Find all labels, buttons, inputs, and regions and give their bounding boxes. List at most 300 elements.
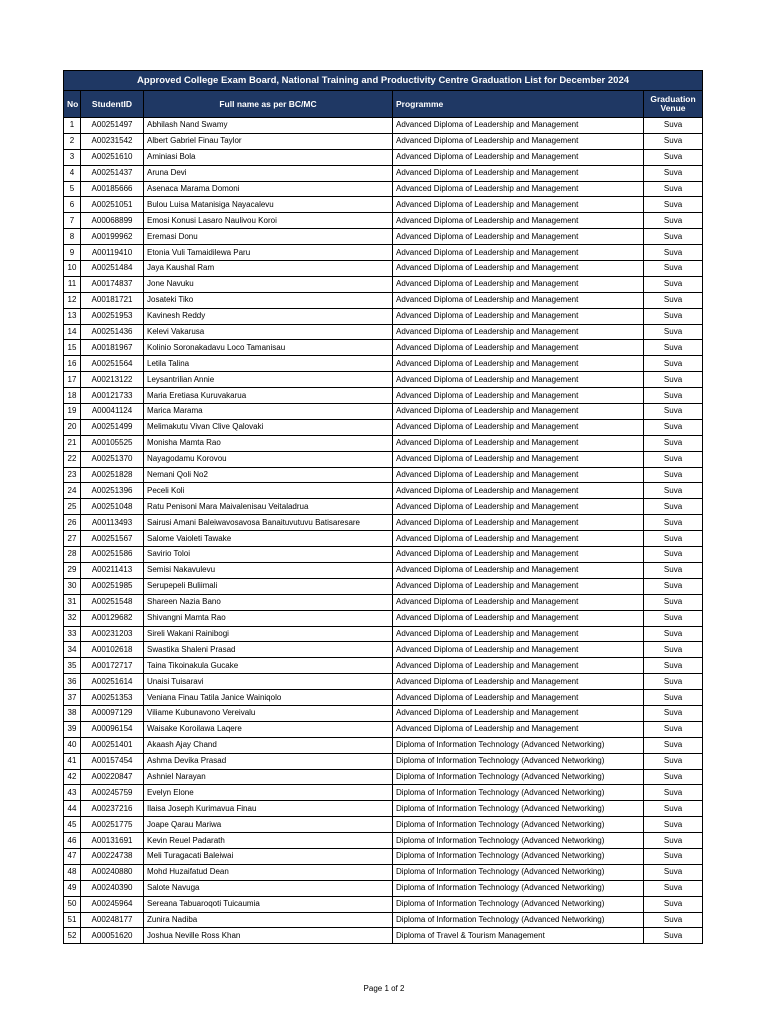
- student-name-cell: Viliame Kubunavono Vereivalu: [144, 705, 393, 721]
- row-number-cell: 5: [64, 181, 81, 197]
- row-number-cell: 42: [64, 769, 81, 785]
- student-name-cell: Zunira Nadiba: [144, 912, 393, 928]
- table-row: [64, 848, 703, 864]
- table-row: [64, 610, 703, 626]
- student-id-cell: A00251499: [81, 419, 144, 435]
- header-programme: Programme: [393, 91, 644, 118]
- row-number-cell: 20: [64, 419, 81, 435]
- graduation-venue-cell: Suva: [644, 531, 703, 547]
- student-id-cell: A00240880: [81, 864, 144, 880]
- row-number-cell: 4: [64, 165, 81, 181]
- student-name-cell: Salome Vaioleti Tawake: [144, 531, 393, 547]
- graduation-venue-cell: Suva: [644, 753, 703, 769]
- student-name-cell: Letila Talina: [144, 356, 393, 372]
- student-id-cell: A00237216: [81, 801, 144, 817]
- programme-cell: Advanced Diploma of Leadership and Management: [393, 499, 644, 515]
- student-id-cell: A00251051: [81, 197, 144, 213]
- graduation-venue-cell: Suva: [644, 340, 703, 356]
- graduation-venue-cell: Suva: [644, 594, 703, 610]
- table-row: [64, 562, 703, 578]
- programme-cell: Diploma of Information Technology (Advanced Networking): [393, 817, 644, 833]
- student-name-cell: Asenaca Marama Domoni: [144, 181, 393, 197]
- row-number-cell: 48: [64, 864, 81, 880]
- row-number-cell: 44: [64, 801, 81, 817]
- table-row: [64, 292, 703, 308]
- programme-cell: Advanced Diploma of Leadership and Management: [393, 690, 644, 706]
- student-name-cell: Taina Tikoinakula Gucake: [144, 658, 393, 674]
- student-name-cell: Sairusi Amani Baleiwavosavosa Banaituvutuvu Batisaresare: [144, 515, 393, 531]
- programme-cell: Diploma of Information Technology (Advanced Networking): [393, 737, 644, 753]
- graduation-venue-cell: Suva: [644, 864, 703, 880]
- student-name-cell: Ratu Penisoni Mara Maivalenisau Veitaladrua: [144, 499, 393, 515]
- graduation-venue-cell: Suva: [644, 928, 703, 944]
- graduation-venue-cell: Suva: [644, 578, 703, 594]
- student-name-cell: Swastika Shaleni Prasad: [144, 642, 393, 658]
- table-row: [64, 690, 703, 706]
- table-row: [64, 276, 703, 292]
- row-number-cell: 21: [64, 435, 81, 451]
- graduation-venue-cell: Suva: [644, 118, 703, 134]
- row-number-cell: 27: [64, 531, 81, 547]
- student-id-cell: A00181967: [81, 340, 144, 356]
- graduation-venue-cell: Suva: [644, 404, 703, 420]
- graduation-venue-cell: Suva: [644, 467, 703, 483]
- row-number-cell: 9: [64, 245, 81, 261]
- row-number-cell: 23: [64, 467, 81, 483]
- row-number-cell: 8: [64, 229, 81, 245]
- programme-cell: Advanced Diploma of Leadership and Management: [393, 467, 644, 483]
- table-title: Approved College Exam Board, National Training and Productivity Centre Graduation List for December 2024: [64, 71, 703, 91]
- student-id-cell: A00096154: [81, 721, 144, 737]
- student-id-cell: A00068899: [81, 213, 144, 229]
- table-row: [64, 213, 703, 229]
- student-id-cell: A00251548: [81, 594, 144, 610]
- programme-cell: Advanced Diploma of Leadership and Management: [393, 419, 644, 435]
- table-row: [64, 149, 703, 165]
- student-id-cell: A00251484: [81, 261, 144, 277]
- student-name-cell: Nemani Qoli No2: [144, 467, 393, 483]
- programme-cell: Diploma of Travel & Tourism Management: [393, 928, 644, 944]
- header-full-name: Full name as per BC/MC: [144, 91, 393, 118]
- student-name-cell: Maria Eretiasa Kuruvakarua: [144, 388, 393, 404]
- student-name-cell: Kavinesh Reddy: [144, 308, 393, 324]
- table-row: [64, 896, 703, 912]
- row-number-cell: 30: [64, 578, 81, 594]
- row-number-cell: 31: [64, 594, 81, 610]
- table-row: [64, 674, 703, 690]
- row-number-cell: 25: [64, 499, 81, 515]
- graduation-venue-cell: Suva: [644, 149, 703, 165]
- graduation-venue-cell: Suva: [644, 690, 703, 706]
- table-row: [64, 404, 703, 420]
- student-id-cell: A00129682: [81, 610, 144, 626]
- programme-cell: Advanced Diploma of Leadership and Management: [393, 658, 644, 674]
- programme-cell: Advanced Diploma of Leadership and Management: [393, 197, 644, 213]
- table-row: [64, 435, 703, 451]
- programme-cell: Advanced Diploma of Leadership and Management: [393, 245, 644, 261]
- student-id-cell: A00251985: [81, 578, 144, 594]
- programme-cell: Advanced Diploma of Leadership and Management: [393, 626, 644, 642]
- programme-cell: Diploma of Information Technology (Advanced Networking): [393, 912, 644, 928]
- programme-cell: Advanced Diploma of Leadership and Management: [393, 451, 644, 467]
- programme-cell: Advanced Diploma of Leadership and Management: [393, 578, 644, 594]
- row-number-cell: 29: [64, 562, 81, 578]
- row-number-cell: 46: [64, 833, 81, 849]
- student-id-cell: A00231542: [81, 133, 144, 149]
- graduation-venue-cell: Suva: [644, 372, 703, 388]
- graduation-list-sheet: [63, 70, 702, 944]
- programme-cell: Diploma of Information Technology (Advanced Networking): [393, 801, 644, 817]
- graduation-venue-cell: Suva: [644, 880, 703, 896]
- graduation-venue-cell: Suva: [644, 245, 703, 261]
- graduation-venue-cell: Suva: [644, 324, 703, 340]
- student-id-cell: A00157454: [81, 753, 144, 769]
- student-id-cell: A00199962: [81, 229, 144, 245]
- table-row: [64, 419, 703, 435]
- programme-cell: Advanced Diploma of Leadership and Management: [393, 610, 644, 626]
- row-number-cell: 12: [64, 292, 81, 308]
- student-id-cell: A00251614: [81, 674, 144, 690]
- programme-cell: Advanced Diploma of Leadership and Management: [393, 181, 644, 197]
- graduation-venue-cell: Suva: [644, 626, 703, 642]
- table-row: [64, 308, 703, 324]
- table-row: [64, 467, 703, 483]
- student-id-cell: A00102618: [81, 642, 144, 658]
- row-number-cell: 36: [64, 674, 81, 690]
- table-row: [64, 753, 703, 769]
- table-row: [64, 324, 703, 340]
- table-row: [64, 245, 703, 261]
- table-row: [64, 705, 703, 721]
- student-id-cell: A00251437: [81, 165, 144, 181]
- student-name-cell: Emosi Konusi Lasaro Naulivou Koroi: [144, 213, 393, 229]
- graduation-venue-cell: Suva: [644, 562, 703, 578]
- student-id-cell: A00251396: [81, 483, 144, 499]
- student-id-cell: A00172717: [81, 658, 144, 674]
- programme-cell: Diploma of Information Technology (Advanced Networking): [393, 753, 644, 769]
- student-id-cell: A00224738: [81, 848, 144, 864]
- row-number-cell: 15: [64, 340, 81, 356]
- programme-cell: Diploma of Information Technology (Advanced Networking): [393, 833, 644, 849]
- student-id-cell: A00051620: [81, 928, 144, 944]
- row-number-cell: 43: [64, 785, 81, 801]
- student-id-cell: A00220847: [81, 769, 144, 785]
- row-number-cell: 33: [64, 626, 81, 642]
- table-row: [64, 658, 703, 674]
- programme-cell: Advanced Diploma of Leadership and Management: [393, 705, 644, 721]
- student-id-cell: A00041124: [81, 404, 144, 420]
- graduation-venue-cell: Suva: [644, 912, 703, 928]
- table-header-row: [64, 91, 703, 118]
- student-id-cell: A00245964: [81, 896, 144, 912]
- student-id-cell: A00251353: [81, 690, 144, 706]
- programme-cell: Advanced Diploma of Leadership and Management: [393, 276, 644, 292]
- programme-cell: Advanced Diploma of Leadership and Management: [393, 562, 644, 578]
- row-number-cell: 11: [64, 276, 81, 292]
- student-id-cell: A00131691: [81, 833, 144, 849]
- table-row: [64, 229, 703, 245]
- student-name-cell: Jaya Kaushal Ram: [144, 261, 393, 277]
- graduation-table: [63, 70, 703, 944]
- row-number-cell: 22: [64, 451, 81, 467]
- graduation-venue-cell: Suva: [644, 737, 703, 753]
- student-name-cell: Veniana Finau Tatila Janice Wainiqolo: [144, 690, 393, 706]
- student-id-cell: A00251567: [81, 531, 144, 547]
- student-name-cell: Shareen Nazia Bano: [144, 594, 393, 610]
- graduation-venue-cell: Suva: [644, 261, 703, 277]
- row-number-cell: 45: [64, 817, 81, 833]
- graduation-venue-cell: Suva: [644, 705, 703, 721]
- programme-cell: Advanced Diploma of Leadership and Management: [393, 261, 644, 277]
- student-id-cell: A00213122: [81, 372, 144, 388]
- student-name-cell: Kevin Reuel Padarath: [144, 833, 393, 849]
- graduation-venue-cell: Suva: [644, 435, 703, 451]
- student-name-cell: Marica Marama: [144, 404, 393, 420]
- student-id-cell: A00251497: [81, 118, 144, 134]
- table-row: [64, 864, 703, 880]
- graduation-venue-cell: Suva: [644, 610, 703, 626]
- row-number-cell: 34: [64, 642, 81, 658]
- programme-cell: Advanced Diploma of Leadership and Management: [393, 483, 644, 499]
- student-id-cell: A00251370: [81, 451, 144, 467]
- student-id-cell: A00251953: [81, 308, 144, 324]
- student-id-cell: A00251775: [81, 817, 144, 833]
- row-number-cell: 1: [64, 118, 81, 134]
- student-id-cell: A00251564: [81, 356, 144, 372]
- graduation-venue-cell: Suva: [644, 833, 703, 849]
- table-row: [64, 817, 703, 833]
- row-number-cell: 24: [64, 483, 81, 499]
- programme-cell: Advanced Diploma of Leadership and Management: [393, 340, 644, 356]
- programme-cell: Advanced Diploma of Leadership and Management: [393, 435, 644, 451]
- table-row: [64, 356, 703, 372]
- graduation-venue-cell: Suva: [644, 848, 703, 864]
- graduation-venue-cell: Suva: [644, 165, 703, 181]
- table-row: [64, 594, 703, 610]
- student-id-cell: A00181721: [81, 292, 144, 308]
- row-number-cell: 16: [64, 356, 81, 372]
- programme-cell: Advanced Diploma of Leadership and Management: [393, 547, 644, 563]
- programme-cell: Diploma of Information Technology (Advanced Networking): [393, 896, 644, 912]
- table-row: [64, 785, 703, 801]
- programme-cell: Advanced Diploma of Leadership and Management: [393, 118, 644, 134]
- row-number-cell: 13: [64, 308, 81, 324]
- student-id-cell: A00251610: [81, 149, 144, 165]
- graduation-venue-cell: Suva: [644, 276, 703, 292]
- programme-cell: Advanced Diploma of Leadership and Management: [393, 133, 644, 149]
- graduation-venue-cell: Suva: [644, 356, 703, 372]
- table-row: [64, 721, 703, 737]
- student-name-cell: Aruna Devi: [144, 165, 393, 181]
- graduation-venue-cell: Suva: [644, 499, 703, 515]
- graduation-venue-cell: Suva: [644, 515, 703, 531]
- graduation-venue-cell: Suva: [644, 721, 703, 737]
- table-title-row: [64, 71, 703, 91]
- student-name-cell: Kelevi Vakarusa: [144, 324, 393, 340]
- row-number-cell: 37: [64, 690, 81, 706]
- student-name-cell: Ashniel Narayan: [144, 769, 393, 785]
- student-id-cell: A00231203: [81, 626, 144, 642]
- table-row: [64, 483, 703, 499]
- header-no: No: [64, 91, 81, 118]
- table-row: [64, 515, 703, 531]
- graduation-venue-cell: Suva: [644, 133, 703, 149]
- programme-cell: Advanced Diploma of Leadership and Management: [393, 324, 644, 340]
- programme-cell: Advanced Diploma of Leadership and Management: [393, 356, 644, 372]
- graduation-venue-cell: Suva: [644, 817, 703, 833]
- student-name-cell: Bulou Luisa Matanisiga Nayacalevu: [144, 197, 393, 213]
- student-name-cell: Serupepeli Buliimali: [144, 578, 393, 594]
- student-id-cell: A00121733: [81, 388, 144, 404]
- header-graduation-venue: Graduation Venue: [644, 91, 703, 118]
- row-number-cell: 7: [64, 213, 81, 229]
- table-row: [64, 626, 703, 642]
- graduation-venue-cell: Suva: [644, 308, 703, 324]
- student-id-cell: A00245759: [81, 785, 144, 801]
- programme-cell: Diploma of Information Technology (Advanced Networking): [393, 848, 644, 864]
- student-name-cell: Abhilash Nand Swamy: [144, 118, 393, 134]
- student-id-cell: A00240390: [81, 880, 144, 896]
- row-number-cell: 41: [64, 753, 81, 769]
- graduation-venue-cell: Suva: [644, 229, 703, 245]
- table-row: [64, 165, 703, 181]
- table-row: [64, 880, 703, 896]
- student-id-cell: A00097129: [81, 705, 144, 721]
- row-number-cell: 50: [64, 896, 81, 912]
- header-student-id: StudentID: [81, 91, 144, 118]
- table-row: [64, 578, 703, 594]
- programme-cell: Advanced Diploma of Leadership and Management: [393, 165, 644, 181]
- student-name-cell: Peceli Koli: [144, 483, 393, 499]
- student-name-cell: Joshua Neville Ross Khan: [144, 928, 393, 944]
- student-name-cell: Unaisi Tuisaravi: [144, 674, 393, 690]
- table-row: [64, 531, 703, 547]
- student-name-cell: Semisi Nakavulevu: [144, 562, 393, 578]
- student-name-cell: Etonia Vuli Tamaidilewa Paru: [144, 245, 393, 261]
- table-row: [64, 769, 703, 785]
- row-number-cell: 35: [64, 658, 81, 674]
- row-number-cell: 10: [64, 261, 81, 277]
- student-name-cell: Albert Gabriel Finau Taylor: [144, 133, 393, 149]
- row-number-cell: 3: [64, 149, 81, 165]
- programme-cell: Advanced Diploma of Leadership and Management: [393, 229, 644, 245]
- student-id-cell: A00185666: [81, 181, 144, 197]
- graduation-venue-cell: Suva: [644, 388, 703, 404]
- student-id-cell: A00251828: [81, 467, 144, 483]
- programme-cell: Advanced Diploma of Leadership and Management: [393, 213, 644, 229]
- row-number-cell: 19: [64, 404, 81, 420]
- table-row: [64, 801, 703, 817]
- programme-cell: Diploma of Information Technology (Advanced Networking): [393, 769, 644, 785]
- student-name-cell: Melimakutu Vivan Clive Qalovaki: [144, 419, 393, 435]
- table-row: [64, 499, 703, 515]
- table-row: [64, 451, 703, 467]
- row-number-cell: 2: [64, 133, 81, 149]
- student-name-cell: Ashma Devika Prasad: [144, 753, 393, 769]
- student-name-cell: Evelyn Elone: [144, 785, 393, 801]
- programme-cell: Advanced Diploma of Leadership and Management: [393, 372, 644, 388]
- row-number-cell: 14: [64, 324, 81, 340]
- row-number-cell: 40: [64, 737, 81, 753]
- table-row: [64, 928, 703, 944]
- programme-cell: Advanced Diploma of Leadership and Management: [393, 594, 644, 610]
- student-name-cell: Joape Qarau Mariwa: [144, 817, 393, 833]
- graduation-venue-cell: Suva: [644, 769, 703, 785]
- student-name-cell: Aminiasi Bola: [144, 149, 393, 165]
- student-id-cell: A00251048: [81, 499, 144, 515]
- row-number-cell: 18: [64, 388, 81, 404]
- table-row: [64, 197, 703, 213]
- table-body: [64, 118, 703, 944]
- graduation-venue-cell: Suva: [644, 658, 703, 674]
- row-number-cell: 32: [64, 610, 81, 626]
- programme-cell: Advanced Diploma of Leadership and Management: [393, 404, 644, 420]
- programme-cell: Advanced Diploma of Leadership and Management: [393, 721, 644, 737]
- table-row: [64, 833, 703, 849]
- student-name-cell: Meli Turagacati Baleiwai: [144, 848, 393, 864]
- programme-cell: Advanced Diploma of Leadership and Management: [393, 308, 644, 324]
- student-name-cell: Shivangni Mamta Rao: [144, 610, 393, 626]
- table-row: [64, 372, 703, 388]
- graduation-venue-cell: Suva: [644, 419, 703, 435]
- student-name-cell: Mohd Huzaifatud Dean: [144, 864, 393, 880]
- student-name-cell: Monisha Mamta Rao: [144, 435, 393, 451]
- programme-cell: Diploma of Information Technology (Advanced Networking): [393, 880, 644, 896]
- student-name-cell: Ilaisa Joseph Kurimavua Finau: [144, 801, 393, 817]
- table-row: [64, 547, 703, 563]
- row-number-cell: 28: [64, 547, 81, 563]
- row-number-cell: 52: [64, 928, 81, 944]
- graduation-venue-cell: Suva: [644, 451, 703, 467]
- student-name-cell: Nayagodamu Korovou: [144, 451, 393, 467]
- programme-cell: Advanced Diploma of Leadership and Management: [393, 515, 644, 531]
- graduation-venue-cell: Suva: [644, 896, 703, 912]
- student-name-cell: Jone Navuku: [144, 276, 393, 292]
- student-id-cell: A00105525: [81, 435, 144, 451]
- row-number-cell: 17: [64, 372, 81, 388]
- student-id-cell: A00251401: [81, 737, 144, 753]
- student-name-cell: Salote Navuga: [144, 880, 393, 896]
- graduation-venue-cell: Suva: [644, 483, 703, 499]
- row-number-cell: 51: [64, 912, 81, 928]
- graduation-venue-cell: Suva: [644, 801, 703, 817]
- row-number-cell: 49: [64, 880, 81, 896]
- row-number-cell: 38: [64, 705, 81, 721]
- student-name-cell: Akaash Ajay Chand: [144, 737, 393, 753]
- graduation-venue-cell: Suva: [644, 197, 703, 213]
- row-number-cell: 47: [64, 848, 81, 864]
- graduation-venue-cell: Suva: [644, 213, 703, 229]
- student-id-cell: A00251436: [81, 324, 144, 340]
- programme-cell: Advanced Diploma of Leadership and Management: [393, 531, 644, 547]
- table-row: [64, 133, 703, 149]
- student-id-cell: A00174837: [81, 276, 144, 292]
- programme-cell: Diploma of Information Technology (Advanced Networking): [393, 864, 644, 880]
- programme-cell: Diploma of Information Technology (Advanced Networking): [393, 785, 644, 801]
- programme-cell: Advanced Diploma of Leadership and Management: [393, 674, 644, 690]
- student-name-cell: Josateki Tiko: [144, 292, 393, 308]
- table-row: [64, 388, 703, 404]
- programme-cell: Advanced Diploma of Leadership and Management: [393, 642, 644, 658]
- student-name-cell: Leysantrilian Annie: [144, 372, 393, 388]
- student-id-cell: A00211413: [81, 562, 144, 578]
- student-name-cell: Kolinio Soronakadavu Loco Tamanisau: [144, 340, 393, 356]
- table-row: [64, 642, 703, 658]
- graduation-venue-cell: Suva: [644, 292, 703, 308]
- student-name-cell: Sireli Wakani Rainibogi: [144, 626, 393, 642]
- graduation-venue-cell: Suva: [644, 674, 703, 690]
- programme-cell: Advanced Diploma of Leadership and Management: [393, 149, 644, 165]
